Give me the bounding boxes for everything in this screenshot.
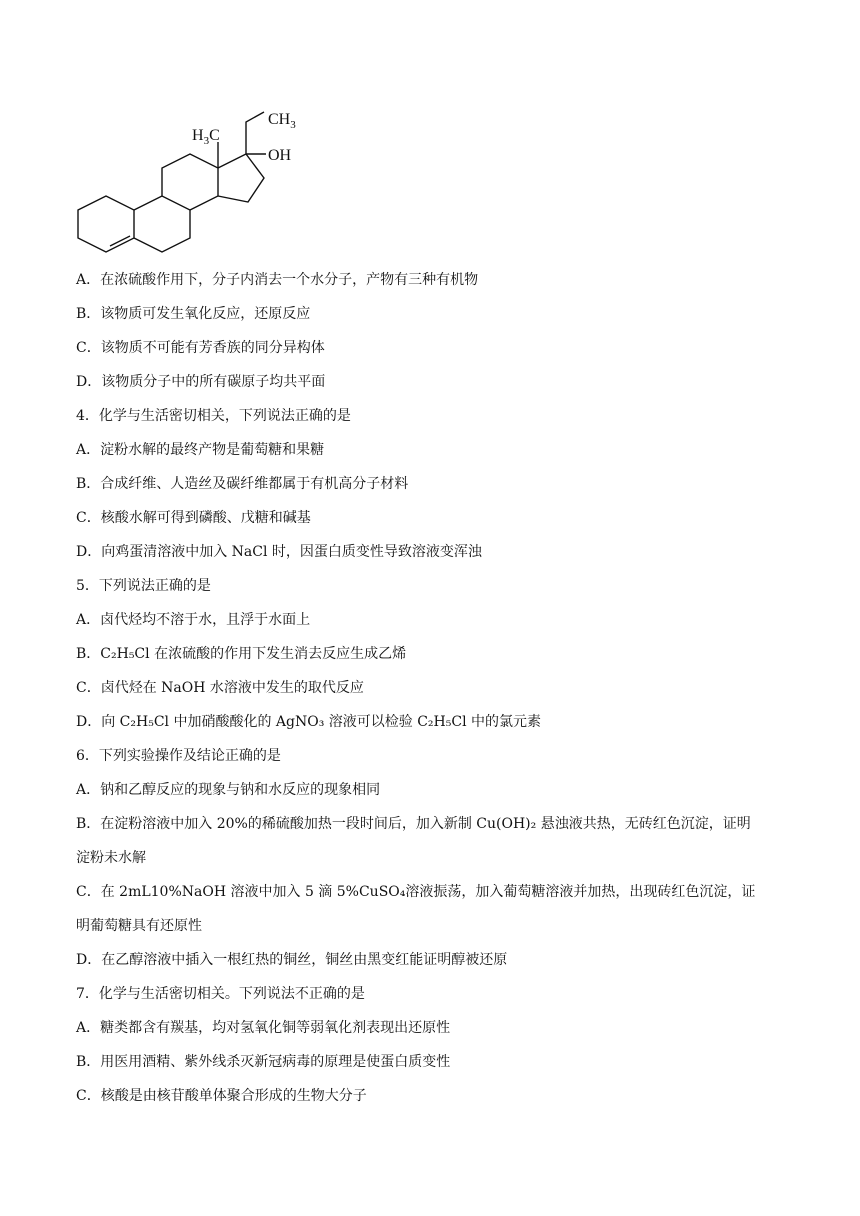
text-line: 4．化学与生活密切相关，下列说法正确的是 — [76, 408, 351, 424]
text-line: B．用医用酒精、紫外线杀灭新冠病毒的原理是使蛋白质变性 — [76, 1054, 451, 1070]
text-line: A．淀粉水解的最终产物是葡萄糖和果糖 — [76, 442, 325, 458]
text-line: A．糖类都含有羰基，均对氢氧化铜等弱氧化剂表现出还原性 — [76, 1020, 451, 1036]
ring-d — [218, 154, 264, 202]
text-line: C．卤代烃在 NaOH 水溶液中发生的取代反应 — [76, 680, 364, 696]
ring-b — [134, 196, 190, 252]
text-line: 5．下列说法正确的是 — [76, 578, 211, 594]
structure-svg — [74, 104, 314, 264]
text-line: A．在浓硫酸作用下，分子内消去一个水分子，产物有三种有机物 — [76, 272, 479, 288]
text-line: D．该物质分子中的所有碳原子均共平面 — [76, 374, 326, 390]
question-text — [76, 268, 796, 1118]
text-line: B．C₂H₅Cl 在浓硫酸的作用下发生消去反应生成乙烯 — [76, 646, 407, 662]
h3c-label: $H_3C$ — [192, 127, 220, 147]
text-line: A．卤代烃均不溶于水，且浮于水面上 — [76, 612, 311, 628]
text-line: 淀粉未水解 — [76, 850, 146, 866]
text-line: A．钠和乙醇反应的现象与钠和水反应的现象相同 — [76, 782, 381, 798]
text-line: D．向 C₂H₅Cl 中加硝酸酸化的 AgNO₃ 溶液可以检验 C₂H₅Cl 中的氯元素 — [76, 714, 542, 730]
steroid-structure-diagram — [74, 104, 314, 264]
ethyl-bond — [246, 112, 264, 154]
text-line: C．在 2mL10%NaOH 溶液中加入 5 滴 5%CuSO₄溶液振荡，加入葡萄糖溶液并加热，出现砖红色沉淀，证 — [76, 884, 756, 900]
text-line: D．在乙醇溶液中插入一根红热的铜丝，铜丝由黑变红能证明醇被还原 — [76, 952, 508, 968]
ch3-label: $CH_3$ — [268, 111, 296, 131]
ring-a — [78, 196, 134, 252]
text-line: B．该物质可发生氧化反应，还原反应 — [76, 306, 311, 322]
text-line: B．合成纤维、人造丝及碳纤维都属于有机高分子材料 — [76, 476, 409, 492]
ring-c — [162, 154, 218, 210]
text-line: C．核酸水解可得到磷酸、戊糖和碱基 — [76, 510, 311, 526]
text-line: D．向鸡蛋清溶液中加入 NaCl 时，因蛋白质变性导致溶液变浑浊 — [76, 544, 482, 560]
text-line: 明葡萄糖具有还原性 — [76, 918, 202, 934]
text-line: B．在淀粉溶液中加入 20%的稀硫酸加热一段时间后，加入新制 Cu(OH)₂ 悬浊液共热，无砖红色沉淀，证明 — [76, 816, 751, 832]
oh-label: OH — [268, 147, 292, 164]
text-line: C．该物质不可能有芳香族的同分异构体 — [76, 340, 325, 356]
text-line: 7．化学与生活密切相关。下列说法不正确的是 — [76, 986, 365, 1002]
text-line: 6．下列实验操作及结论正确的是 — [76, 748, 281, 764]
text-line: C．核酸是由核苷酸单体聚合形成的生物大分子 — [76, 1088, 367, 1104]
